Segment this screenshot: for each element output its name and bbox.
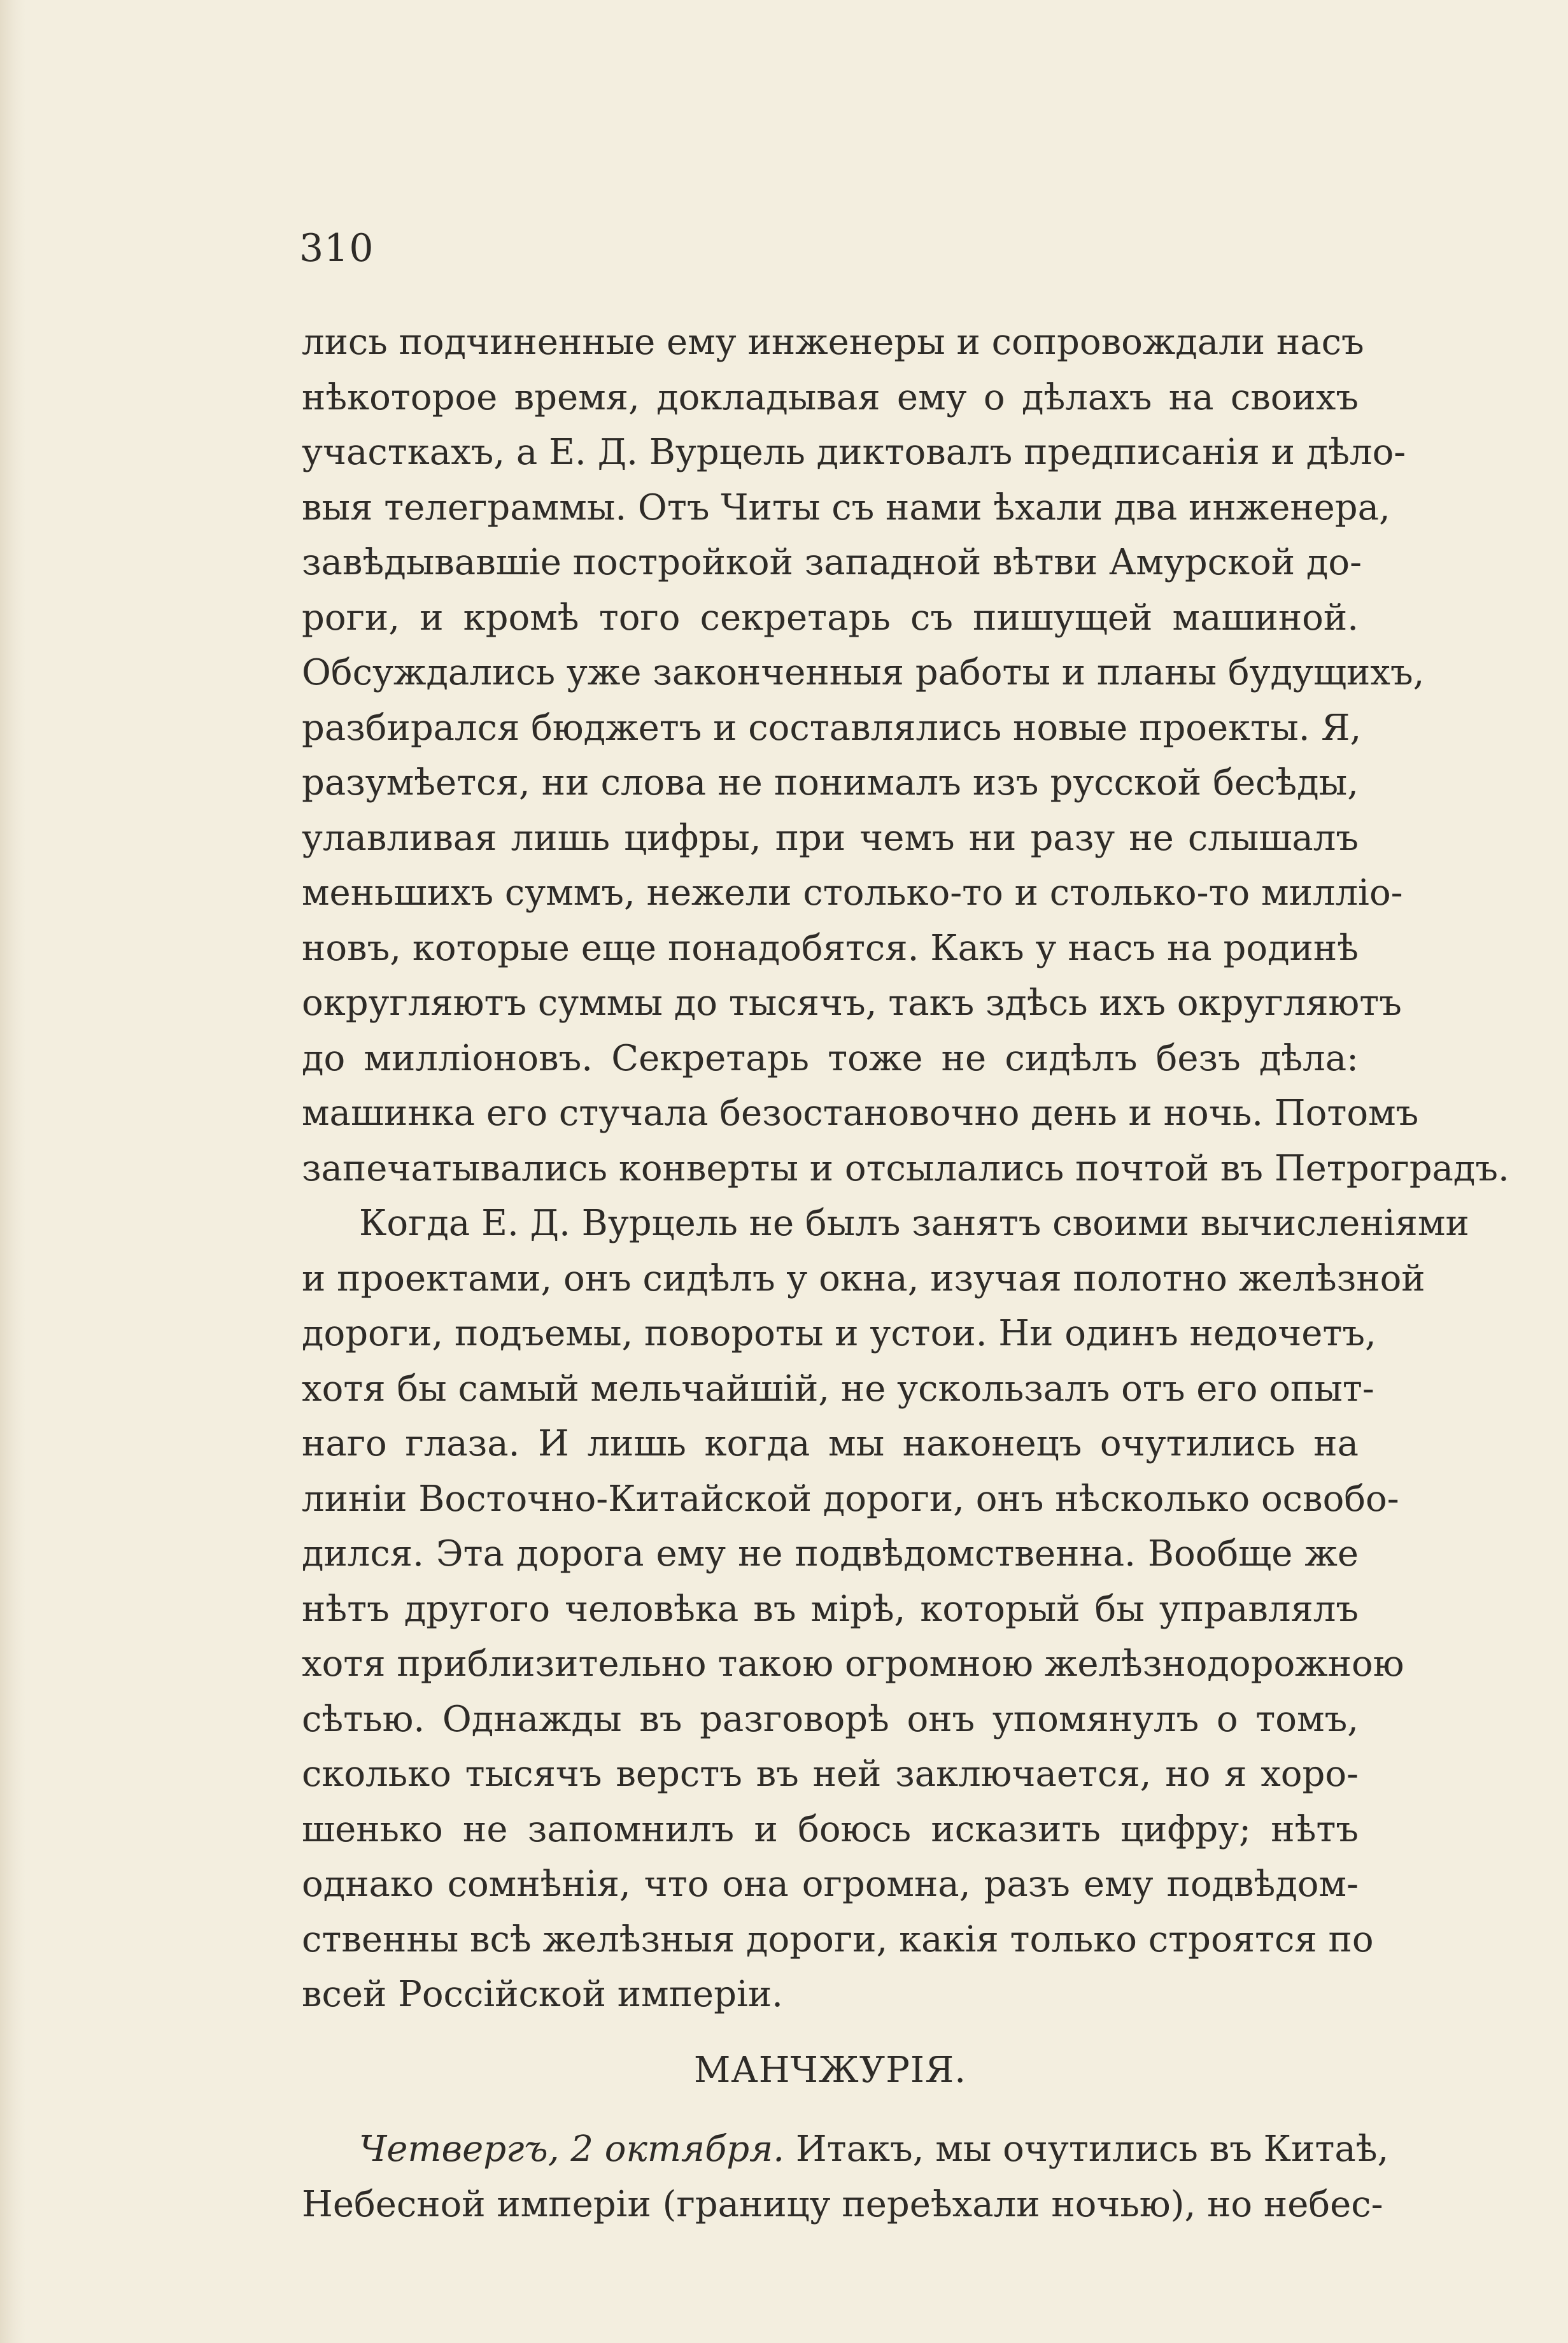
text-line: завѣдывавшіе постройкой западной вѣтви Амурской до- xyxy=(302,542,1362,583)
text-line: ственны всѣ желѣзныя дороги, какія только строятся по xyxy=(302,1918,1374,1960)
text-line: и проектами, онъ сидѣлъ у окна, изучая полотно желѣзной xyxy=(302,1257,1425,1299)
text-line: Небесной имперіи (границу переѣхали ночью), но небес- xyxy=(302,2183,1383,2225)
text-line: дороги, подъемы, повороты и устои. Ни одинъ недочетъ, xyxy=(302,1313,1376,1354)
text-line: новъ, которые еще понадобятся. Какъ у насъ на родинѣ xyxy=(302,927,1359,969)
text-line: лись подчиненные ему инженеры и сопровождали насъ xyxy=(302,322,1364,363)
text-line: сѣтью. Однажды въ разговорѣ онъ упомянулъ о томъ, xyxy=(302,1698,1359,1740)
text-line: дился. Эта дорога ему не подвѣдомственна. Вообще же xyxy=(302,1533,1359,1575)
text-line: хотя приблизительно такою огромною желѣзнодорожною xyxy=(302,1643,1404,1685)
text-line: выя телеграммы. Отъ Читы съ нами ѣхали два инженера, xyxy=(302,486,1390,528)
text-line: линіи Восточно-Китайской дороги, онъ нѣсколько освобо- xyxy=(302,1478,1399,1520)
paragraph-2 xyxy=(302,1196,1469,2023)
paragraph-3 xyxy=(302,2122,1389,2232)
text-line: улавливая лишь цифры, при чемъ ни разу не слышалъ xyxy=(302,817,1359,859)
text-line: нѣкоторое время, докладывая ему о дѣлахъ на своихъ xyxy=(302,376,1359,418)
text-line: Обсуждались уже законченныя работы и планы будущихъ, xyxy=(302,652,1425,693)
text-line: до милліоновъ. Секретарь тоже не сидѣлъ безъ дѣла: xyxy=(302,1037,1359,1079)
text-line: всей Россійской имперіи. xyxy=(302,1974,783,2015)
text-line: округляютъ суммы до тысячъ, такъ здѣсь ихъ округляютъ xyxy=(302,982,1402,1024)
text-line: нѣтъ другого человѣка въ мірѣ, который бы управлялъ xyxy=(302,1588,1359,1630)
text-line: хотя бы самый мельчайшій, не ускользалъ отъ его опыт- xyxy=(302,1368,1374,1410)
page-edge xyxy=(0,0,25,2343)
text-line: шенько не запомнилъ и боюсь исказить цифру; нѣтъ xyxy=(302,1808,1359,1850)
text-line: участкахъ, а Е. Д. Вурцель диктовалъ предписанія и дѣло- xyxy=(302,432,1406,473)
text-line: машинка его стучала безостановочно день и ночь. Потомъ xyxy=(302,1093,1419,1134)
date-label: Четвергъ, 2 октября. xyxy=(359,2128,785,2170)
text-line: однако сомнѣнія, что она огромна, разъ ему подвѣдом- xyxy=(302,1864,1359,1905)
text-line: меньшихъ суммъ, нежели столько-то и столько-то милліо- xyxy=(302,872,1403,914)
text-line: Когда Е. Д. Вурцель не былъ занятъ своими вычисленіями xyxy=(359,1203,1469,1244)
text-line: разбирался бюджетъ и составлялись новые проекты. Я, xyxy=(302,707,1362,749)
paragraph-1 xyxy=(302,315,1509,1196)
text-line: разумѣется, ни слова не понималъ изъ русской бесѣды, xyxy=(302,762,1359,803)
text-fragment: Итакъ, мы очутились въ Китаѣ, xyxy=(784,2128,1389,2170)
text-line: запечатывались конверты и отсылались почтой въ Петроградъ. xyxy=(302,1147,1509,1189)
section-heading: МАНЧЖУРІЯ. xyxy=(693,2049,967,2091)
text-line: роги, и кромѣ того секретарь съ пишущей машиной. xyxy=(302,597,1359,639)
text-line: наго глаза. И лишь когда мы наконецъ очутились на xyxy=(302,1423,1359,1464)
page-number: 310 xyxy=(299,226,374,271)
text-line xyxy=(302,2122,1389,2177)
main-text xyxy=(302,315,1509,2232)
text-line: сколько тысячъ верстъ въ ней заключается, но я хоро- xyxy=(302,1753,1359,1795)
